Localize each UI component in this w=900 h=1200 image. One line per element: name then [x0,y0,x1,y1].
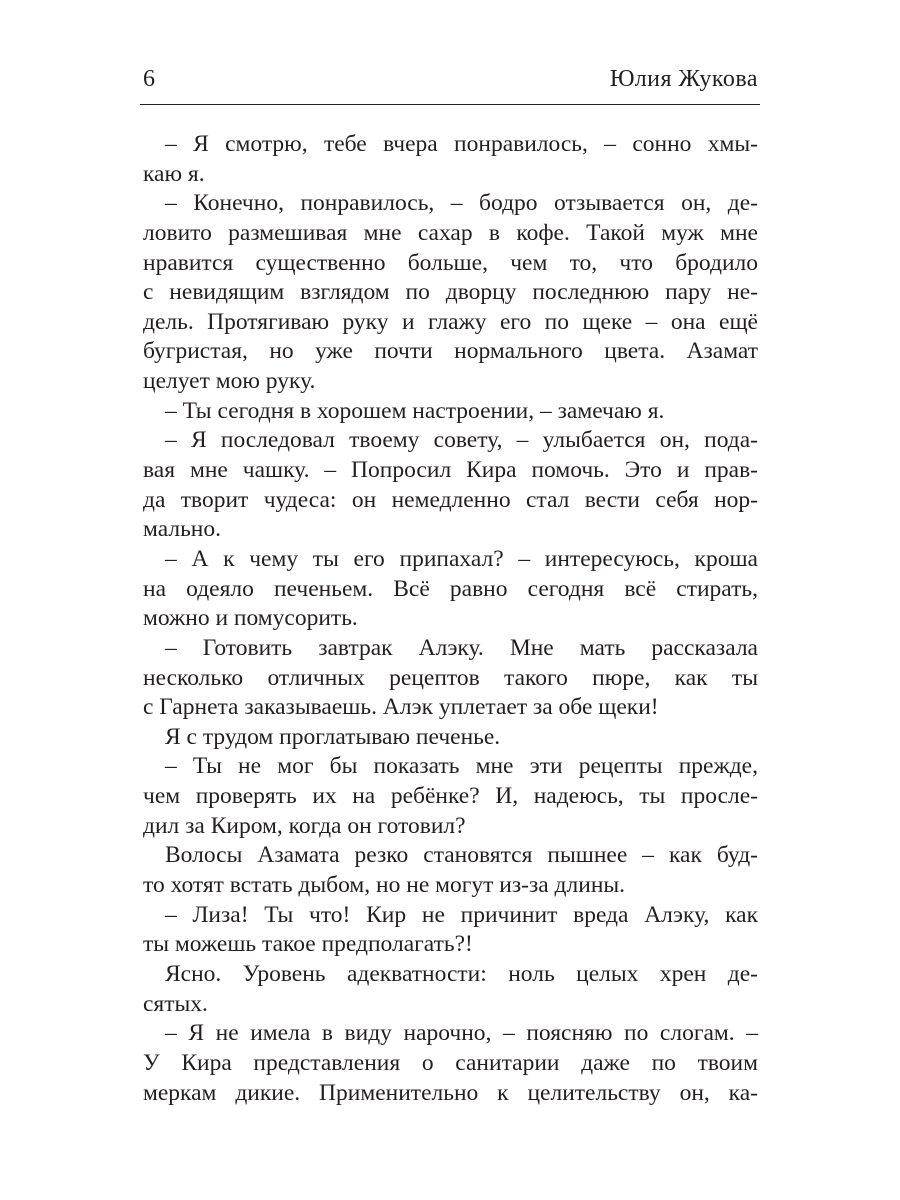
text-line: У Кира представления о санитарии даже по твоим [143,1049,758,1076]
paragraph [143,545,758,634]
paragraph [143,130,758,189]
paragraph [143,723,758,753]
page-number: 6 [143,66,155,92]
body-text [143,130,758,1108]
paragraph [143,752,758,841]
header-rule [140,104,760,105]
text-line: – Я не имела в виду нарочно, – поясняю по слогам. – [165,1020,758,1047]
text-line: Ясно. Уровень адекватности: ноль целых хрен де- [165,960,758,987]
paragraph [143,901,758,960]
paragraph [143,841,758,900]
text-line: – Я смотрю, тебе вчера понравилось, – сонно хмы- [165,131,758,157]
paragraph [143,426,758,545]
text-line: – Ты не мог бы показать мне эти рецепты прежде, [165,753,758,780]
text-line: сятых. [143,990,208,1017]
paragraph [143,960,758,1019]
paragraph [143,189,758,396]
text-line: вая мне чашку. – Попросил Кира помочь. Это и прав- [143,457,758,484]
text-line: да творит чудеса: он немедленно стал вести себя нор- [143,486,758,513]
text-line: мально. [143,516,221,543]
paragraph [143,634,758,723]
text-line: несколько отличных рецептов такого пюре, как ты [143,664,758,691]
text-line: каю я. [143,160,205,187]
text-line: ты можешь такое предполагать?! [143,931,473,958]
paragraph [143,397,758,427]
text-line: Волосы Азамата резко становятся пышнее – как буд- [165,842,758,869]
text-line: с невидящим взглядом по дворцу последнюю пару не- [143,279,758,306]
text-line: дил за Киром, когда он готовил? [143,812,466,839]
text-line: бугристая, но уже почти нормального цвета. Азамат [143,338,758,365]
text-line: целует мою руку. [143,368,316,395]
text-line: – Я последовал твоему совету, – улыбается он, пода- [165,427,758,454]
text-line: можно и помусорить. [143,605,358,632]
text-line: меркам дикие. Применительно к целительству он, ка- [143,1079,758,1106]
paragraph [143,1019,758,1108]
running-head-author: Юлия Жукова [609,66,758,92]
text-line: – А к чему ты его припахал? – интересуюсь, кроша [165,545,758,572]
text-line: – Лиза! Ты что! Кир не причинит вреда Алэку, как [165,901,758,928]
text-line: – Конечно, понравилось, – бодро отзывается он, де- [165,190,758,217]
text-line: чем проверять их на ребёнке? И, надеюсь, ты просле- [143,783,758,810]
text-line: ловито размешивая мне сахар в кофе. Такой муж мне [143,219,758,246]
text-line: – Готовить завтрак Алэку. Мне мать рассказала [165,634,758,661]
text-line: с Гарнета заказываешь. Алэк уплетает за обе щеки! [143,694,659,721]
text-line: – Ты сегодня в хорошем настроении, – замечаю я. [165,397,665,424]
text-line: Я с трудом проглатываю печенье. [165,723,501,750]
text-line: на одеяло печеньем. Всё равно сегодня всё стирать, [143,575,758,602]
text-line: дель. Протягиваю руку и глажу его по щеке – она ещё [143,308,758,335]
text-line: то хотят встать дыбом, но не могут из-за длины. [143,872,626,899]
text-line: нравится существенно больше, чем то, что бродило [143,249,758,276]
